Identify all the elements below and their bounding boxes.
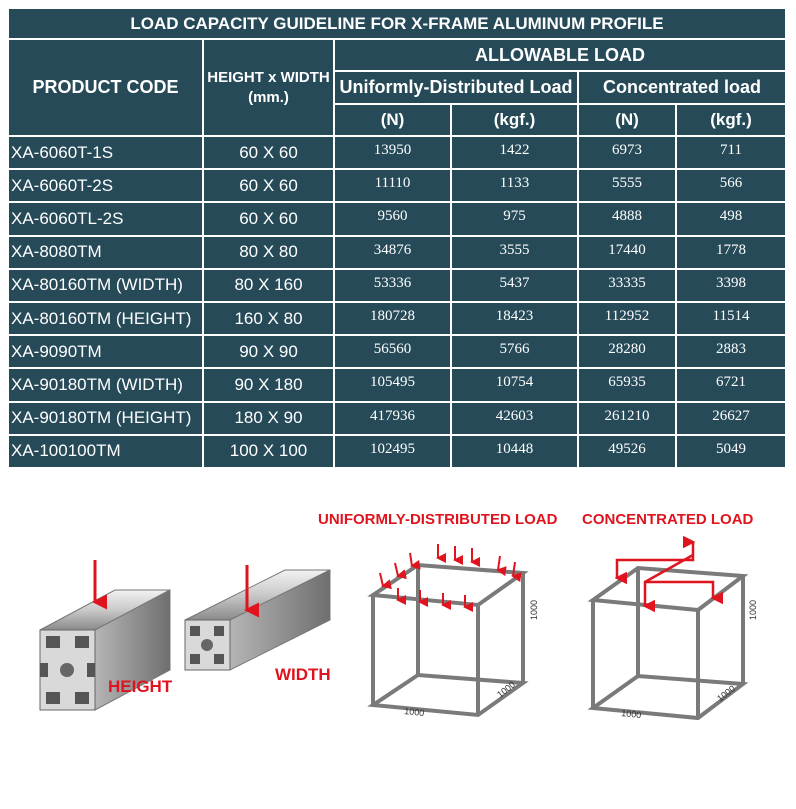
conc-dim-depth: 1000 <box>715 683 738 704</box>
product-code-cell: XA-6060T-2S <box>8 169 203 202</box>
udl-n-cell: 34876 <box>334 236 451 269</box>
allowable-load-header: ALLOWABLE LOAD <box>334 39 786 71</box>
conc-n-cell: 112952 <box>578 302 676 335</box>
conc-kgf-cell: 711 <box>676 136 786 169</box>
udl-kgf-cell: 42603 <box>451 402 578 435</box>
width-label: WIDTH <box>275 665 331 684</box>
udl-kgf-cell: 10448 <box>451 435 578 468</box>
conc-diagram-label: CONCENTRATED LOAD <box>582 511 754 528</box>
conc-kgf-cell: 26627 <box>676 402 786 435</box>
udl-n-cell: 105495 <box>334 368 451 401</box>
product-code-cell: XA-6060T-1S <box>8 136 203 169</box>
conc-n-cell: 65935 <box>578 368 676 401</box>
conc-n-cell: 33335 <box>578 269 676 302</box>
udl-kgf-cell: 1133 <box>451 169 578 202</box>
conc-n-cell: 5555 <box>578 169 676 202</box>
udl-n-cell: 102495 <box>334 435 451 468</box>
udl-n-cell: 180728 <box>334 302 451 335</box>
udl-dim-depth: 1000 <box>495 679 518 700</box>
udl-kgf-cell: 3555 <box>451 236 578 269</box>
product-code-cell: XA-6060TL-2S <box>8 202 203 235</box>
udl-kgf-cell: 1422 <box>451 136 578 169</box>
udl-n-cell: 417936 <box>334 402 451 435</box>
conc-unit-n: (N) <box>578 104 676 136</box>
dimension-header-line1: HEIGHT x WIDTH <box>207 68 330 86</box>
udl-unit-kgf: (kgf.) <box>451 104 578 136</box>
udl-dim-width: 1000 <box>403 706 425 719</box>
conc-kgf-cell: 498 <box>676 202 786 235</box>
dimension-cell: 60 X 60 <box>203 169 334 202</box>
udl-n-cell: 53336 <box>334 269 451 302</box>
product-code-cell: XA-9090TM <box>8 335 203 368</box>
udl-n-cell: 56560 <box>334 335 451 368</box>
product-code-cell: XA-8080TM <box>8 236 203 269</box>
udl-kgf-cell: 10754 <box>451 368 578 401</box>
udl-header: Uniformly-Distributed Load <box>334 71 578 104</box>
udl-kgf-cell: 5766 <box>451 335 578 368</box>
load-capacity-table <box>8 8 786 468</box>
product-code-cell: XA-90180TM (WIDTH) <box>8 368 203 401</box>
conc-kgf-cell: 1778 <box>676 236 786 269</box>
product-code-header: PRODUCT CODE <box>8 39 203 136</box>
product-code-cell: XA-90180TM (HEIGHT) <box>8 402 203 435</box>
udl-kgf-cell: 5437 <box>451 269 578 302</box>
product-code-cell: XA-100100TM <box>8 435 203 468</box>
load-diagrams <box>0 470 796 804</box>
udl-diagram-label: UNIFORMLY-DISTRIBUTED LOAD <box>318 511 558 528</box>
dimension-cell: 60 X 60 <box>203 136 334 169</box>
udl-n-cell: 13950 <box>334 136 451 169</box>
conc-unit-kgf: (kgf.) <box>676 104 786 136</box>
conc-kgf-cell: 2883 <box>676 335 786 368</box>
dimension-header-line2: (mm.) <box>248 88 289 106</box>
conc-dim-height: 1000 <box>748 599 758 620</box>
dimension-header <box>203 39 334 136</box>
conc-n-cell: 4888 <box>578 202 676 235</box>
diagram-canvas <box>0 470 796 804</box>
udl-n-cell: 11110 <box>334 169 451 202</box>
width-profile-image <box>185 565 330 670</box>
dimension-cell: 100 X 100 <box>203 435 334 468</box>
conc-kgf-cell: 3398 <box>676 269 786 302</box>
conc-n-cell: 28280 <box>578 335 676 368</box>
product-code-cell: XA-80160TM (HEIGHT) <box>8 302 203 335</box>
dimension-cell: 90 X 180 <box>203 368 334 401</box>
table-title: LOAD CAPACITY GUIDELINE FOR X-FRAME ALUMINUM PROFILE <box>8 8 786 39</box>
dimension-cell: 80 X 160 <box>203 269 334 302</box>
conc-n-cell: 17440 <box>578 236 676 269</box>
udl-dim-height: 1000 <box>529 599 539 620</box>
udl-n-cell: 9560 <box>334 202 451 235</box>
concentrated-header: Concentrated load <box>578 71 786 104</box>
udl-kgf-cell: 975 <box>451 202 578 235</box>
height-label: HEIGHT <box>108 677 173 696</box>
udl-kgf-cell: 18423 <box>451 302 578 335</box>
conc-dim-width: 1000 <box>620 708 642 721</box>
dimension-cell: 80 X 80 <box>203 236 334 269</box>
conc-n-cell: 6973 <box>578 136 676 169</box>
conc-n-cell: 49526 <box>578 435 676 468</box>
dimension-cell: 90 X 90 <box>203 335 334 368</box>
product-code-cell: XA-80160TM (WIDTH) <box>8 269 203 302</box>
conc-kgf-cell: 11514 <box>676 302 786 335</box>
udl-unit-n: (N) <box>334 104 451 136</box>
conc-kgf-cell: 5049 <box>676 435 786 468</box>
dimension-cell: 160 X 80 <box>203 302 334 335</box>
conc-kgf-cell: 6721 <box>676 368 786 401</box>
conc-n-cell: 261210 <box>578 402 676 435</box>
dimension-cell: 180 X 90 <box>203 402 334 435</box>
dimension-cell: 60 X 60 <box>203 202 334 235</box>
conc-kgf-cell: 566 <box>676 169 786 202</box>
